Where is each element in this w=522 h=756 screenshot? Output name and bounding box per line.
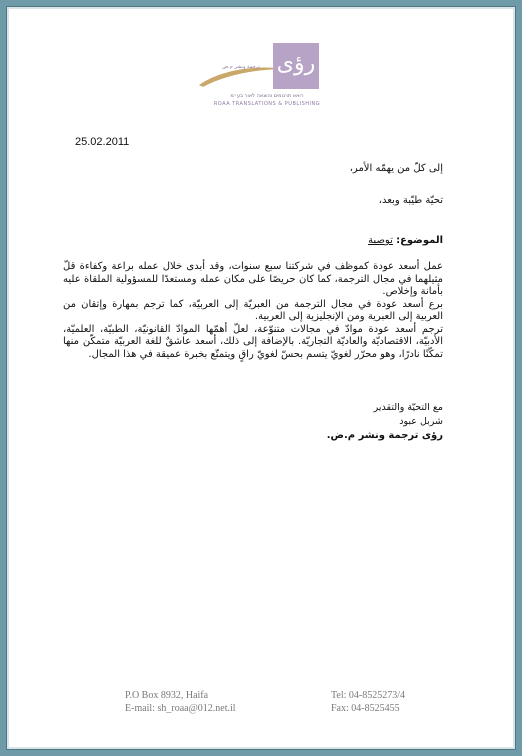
footer-email: E-mail: sh_roaa@012.net.il bbox=[125, 703, 236, 714]
footer-pobox: P.O Box 8932, Haifa bbox=[125, 690, 209, 701]
company-logo bbox=[197, 43, 337, 123]
logo-glyph: رؤى bbox=[276, 51, 316, 76]
logo-hebrew-line: רואא תרגומים והוצאה לאור בע״מ bbox=[230, 93, 304, 99]
subject-text: توصية bbox=[368, 235, 393, 246]
salutation: تحيّة طيّبة وبعد، bbox=[378, 195, 443, 206]
logo-mark bbox=[273, 43, 319, 89]
closing-block bbox=[327, 401, 443, 443]
closing-line: مع التحيّة والتقدير bbox=[373, 402, 443, 413]
signatory-name: شربل عبود bbox=[399, 416, 443, 427]
body-paragraph-2: برع أسعد عودة في مجال الترجمة من العبريّة إلى العربيّة، كما ترجم بمهارة وإتقان من العربية إلى العبرية ومن الإنجليزية إلى العربية. bbox=[63, 298, 443, 322]
company-name: رؤى ترجمة ونشر م.ض. bbox=[326, 430, 443, 441]
footer-row-1 bbox=[125, 689, 425, 702]
footer-fax: Fax: 04-8525455 bbox=[331, 703, 400, 714]
letter-page bbox=[6, 6, 516, 750]
logo-arabic-tagline: ترجمة ونشر م.ض bbox=[222, 64, 260, 70]
greeting: إلى كلّ من يهمّه الأمر، bbox=[349, 163, 443, 174]
body-paragraph-3: ترجم أسعد عودة موادّ في مجالات متنوّعة، لعلّ أهمّها الموادّ القانونيّة، الطبيّة، العلميّة، الأدبيّة، الاقتصاديّة والعاديّة التجاريّة. بالإضافة إلى ذلك، أسعد عاشقٌ للغة العربيّة متمكّن منها تمكّنًا نادرًا، وهو محرّر لغويّ يتسم بحسّ لغويّ راقٍ ويتمتّع بخبرة عميقة في هذا المجال. bbox=[63, 323, 443, 360]
body-paragraph-1: عمل أسعد عودة كموظف في شركتنا سبع سنوات، وقد أبدى خلال عمله براعة وكفاءة قلّ مثيلهما في مجال الترجمة، كما كان حريصًا على مكان عمله ومستعدًا للمسؤولية الملقاة عليه بأمانة وإخلاص. bbox=[63, 261, 443, 297]
subject-label: الموضوع: bbox=[396, 235, 443, 246]
letter-footer bbox=[125, 689, 425, 715]
subject-line bbox=[368, 235, 443, 246]
letter-body bbox=[63, 261, 443, 361]
footer-row-2 bbox=[125, 702, 425, 715]
letter-date: 25.02.2011 bbox=[75, 136, 130, 148]
footer-tel: Tel: 04-8525273/4 bbox=[331, 690, 406, 701]
logo-english-line: ROAA TRANSLATIONS & PUBLISHING bbox=[213, 101, 321, 107]
